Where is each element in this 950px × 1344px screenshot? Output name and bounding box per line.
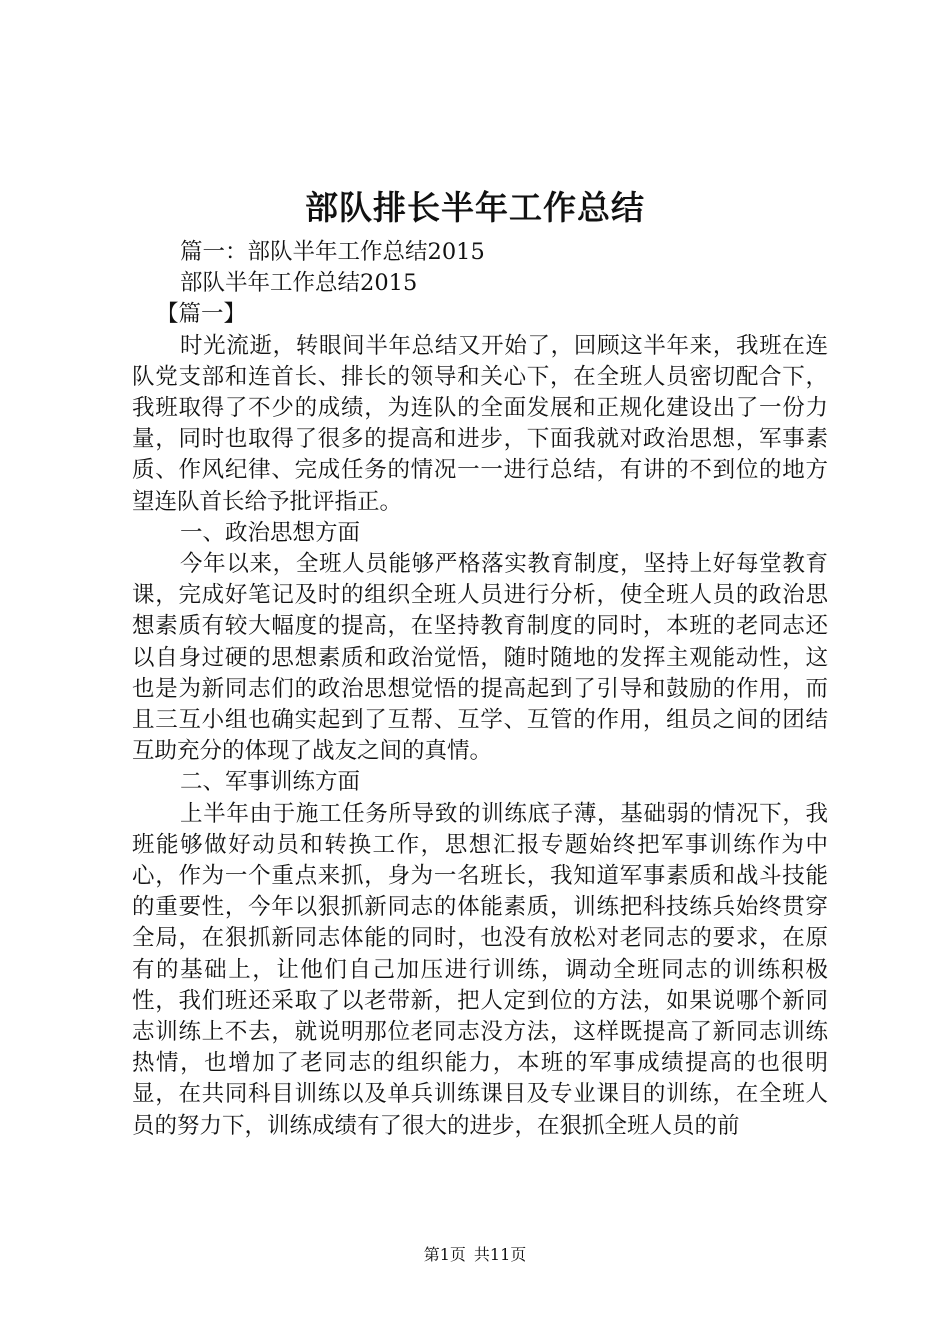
- document-body: [132, 237, 828, 1142]
- body-paragraph: 今年以来，全班人员能够严格落实教育制度，坚持上好每堂教育课，完成好笔记及时的组织全班人员进行分析，使全班人员的政治思想素质有较大幅度的提高，在坚持教育制度的同时，本班的老同志还以自身过硬的思想素质和政治觉悟，随时随地的发挥主观能动性，这也是为新同志们的政治思想觉悟的提高起到了引导和鼓励的作用，而且三互小组也确实起到了互帮、互学、互管的作用，组员之间的团结互助充分的体现了战友之间的真情。: [132, 551, 828, 765]
- section-heading: 一、政治思想方面: [180, 519, 361, 546]
- page-total: 共11页: [473, 1245, 527, 1264]
- section-heading: 二、军事训练方面: [180, 769, 361, 796]
- page-number: 第1页: [423, 1245, 466, 1264]
- document-title: 部队排长半年工作总结: [305, 188, 645, 227]
- body-paragraph: 上半年由于施工任务所导致的训练底子薄，基础弱的情况下，我班能够做好动员和转换工作，思想汇报专题始终把军事训练作为中心，作为一个重点来抓，身为一名班长，我知道军事素质和战斗技能的重要性，今年以狠抓新同志的体能素质，训练把科技练兵始终贯穿全局，在狠抓新同志体能的同时，也没有放松对老同志的要求，在原有的基础上，让他们自己加压进行训练，调动全班同志的训练积极性，我们班还采取了以老带新，把人定到位的方法，如果说哪个新同志训练上不去，就说明那位老同志没方法，这样既提高了新同志训练热情，也增加了老同志的组织能力，本班的军事成绩提高的也很明显，在共同科目训练以及单兵训练课目及专业课目的训练，在全班人员的努力下，训练成绩有了很大的进步，在狠抓全班人员的前: [132, 800, 828, 1139]
- subtitle: 部队半年工作总结2015: [180, 270, 418, 297]
- section-heading: 篇一：部队半年工作总结2015: [180, 239, 485, 265]
- part-marker: 【篇一】: [156, 301, 247, 328]
- page-footer: [0, 1244, 950, 1266]
- body-paragraph: 时光流逝，转眼间半年总结又开始了，回顾这半年来，我班在连队党支部和连首长、排长的领导和关心下，在全班人员密切配合下，我班取得了不少的成绩，为连队的全面发展和正规化建设出了一份力量，同时也取得了很多的提高和进步，下面我就对政治思想，军事素质、作风纪律、完成任务的情况一一进行总结，有讲的不到位的地方望连队首长给予批评指正。: [132, 332, 828, 515]
